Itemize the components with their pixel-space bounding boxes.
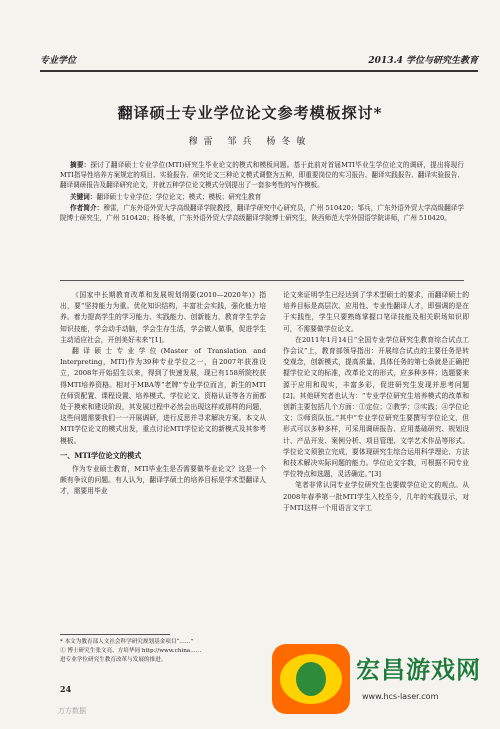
header-right: 2013.4 学位与研究生教育	[368, 56, 478, 66]
page-number: 24	[60, 684, 72, 694]
body-paragraph: 作为专业硕士教育，MTI毕业生是否需要做毕业论文？这是一个颇有争议的问题。有人认为，翻译学硕士的培养目标是学术型翻译人才，需要用毕业	[60, 465, 266, 496]
body-paragraph: 论文来证明学生已经达到了学术型硕士的要求，而翻译硕士的培养目标是高层次、应用性、专业性翻译人才，即强调的是在于实践性，学生只要熟练掌握口笔译技能及相关职场知识即可，不需要做学位论文。	[283, 291, 469, 333]
running-header	[40, 52, 478, 66]
body-paragraph: 翻译硕士专业学位(Master of Translation and Interpreting，MTI)作为39种专业学位之一，自2007年获准设立，2008年开始招生以来，得到了快速发展，现已有158所院校获得MTI培养资格。相对于MBA等“老牌”专业学位而言，新生的MTI在师资配置、课程设置、培养模式、学位论文、资格认证等各方面都处于摸索和建设阶段，其发展过程中必然会出现这样或那样的问题，这些问题需要我们一一开展调研，进行反思并寻求解决方案。本文从MTI学位论文的模式出发，重点讨论MTI学位论文的新模式及其参考模板。	[60, 347, 266, 445]
paper-authors: 穆雷 邹兵 杨冬敏	[188, 137, 312, 147]
footnote: * 本文为教育部人文社会科学研究规划基金项目“……”	[60, 639, 194, 645]
paper-title: 翻译硕士专业学位论文参考模板探讨*	[117, 104, 383, 122]
abstract-summary: 摘要：探讨了翻译硕士专业学位(MTI)研究生毕业论文的模式和模板问题。基于此前对首届MTI毕业生学位论文的调研，提出将现行MTI指导性培养方案规定的项目、实验报告、研究论文三种论文模式调整为五种，即重要岗位的实习报告、翻译实践报告、翻译实验报告、翻译调研报告及翻译研究论文，并就五种学位论文模式分别提出了一套参考性的写作模板。	[60, 161, 465, 190]
site-logo-icon	[272, 644, 350, 714]
footnote: 进专业学位研究生教育改革与发展的推进。	[60, 657, 167, 663]
body-paragraph: 在2011年1月14日“全国专业学位研究生教育综合试点工作会议”上，教育部领导指出：开展综合试点的主要任务是转变观念，创新模式，提高质量。具体任务的第七条就是正确把握学位论文的标准，改革论文的形式，应多种多样；选题要来源于应用和现实，丰富多彩，促进研究生发现并思考问题[2]。其他研究者也认为：“专业学位研究生培养模式的改革和创新主要包括几个方面：①定位；②教学；③实践；④学位论文；⑤师资队伍。”其中“专业学位研究生要撰写学位论文，但形式可以多种多样，可采用调研报告、应用基础研究、规划设计、产品开发、案例分析、项目管理、文学艺术作品等形式。学位论文须独立完成，要体现研究生综合运用科学理论、方法和技术解决实际问题的能力。学位论文字数，可根据不同专业学位特点和选题，灵活确定。”[3]	[283, 335, 469, 479]
watermark-title: 宏昌游戏网	[356, 656, 481, 684]
header-rule	[40, 70, 478, 72]
abstract-authors: 作者简介：穆雷，广东外语外贸大学高级翻译学院教授，翻译学研究中心研究员，广州 510420；邹兵，广东外语外贸大学高级翻译学院博士研究生，广州 510420；杨冬敏，广东外语外贸大学高级翻译学院博士研究生，陕西师范大学外国语学院讲师，广州 510420。	[60, 203, 465, 223]
body-paragraph: 笔者非常认同专业学位研究生也要做学位论文的观点。从2008年春季第一批MTI学生入校至今，几年的实践显示，对于MTI这样一个用语言文字工	[283, 481, 469, 512]
wanfang-watermark: 万方数据	[58, 707, 86, 715]
footnotes	[60, 638, 260, 665]
section-heading: 一、MTI学位论文的模式	[60, 450, 142, 460]
footnote-rule	[60, 634, 170, 635]
header-left: 专业学位	[40, 56, 77, 66]
body-paragraph: 《国家中长期教育改革和发展规划纲要(2010—2020年)》指出，要“坚持能力为重。优化知识结构，丰富社会实践，强化能力培养。着力提高学生的学习能力、实践能力、创新能力，教育学生学会知识技能，学会动手动脑，学会生存生活，学会做人做事，促进学生主动适应社会，开创美好未来”[1]。	[60, 291, 266, 344]
abstract-keywords: 关键词：翻译硕士专业学位；学位论文；模式；模板；研究生教育	[70, 192, 262, 201]
abstract-block	[60, 160, 464, 224]
right-column	[283, 290, 469, 514]
site-watermark	[272, 640, 497, 722]
watermark-url: www.hcs-laser.com	[362, 692, 439, 701]
footnote: ① 博士研究生张文亮、方培华同 http://www.china……	[60, 648, 202, 654]
abstract-rule	[60, 280, 464, 281]
left-column	[60, 290, 266, 498]
